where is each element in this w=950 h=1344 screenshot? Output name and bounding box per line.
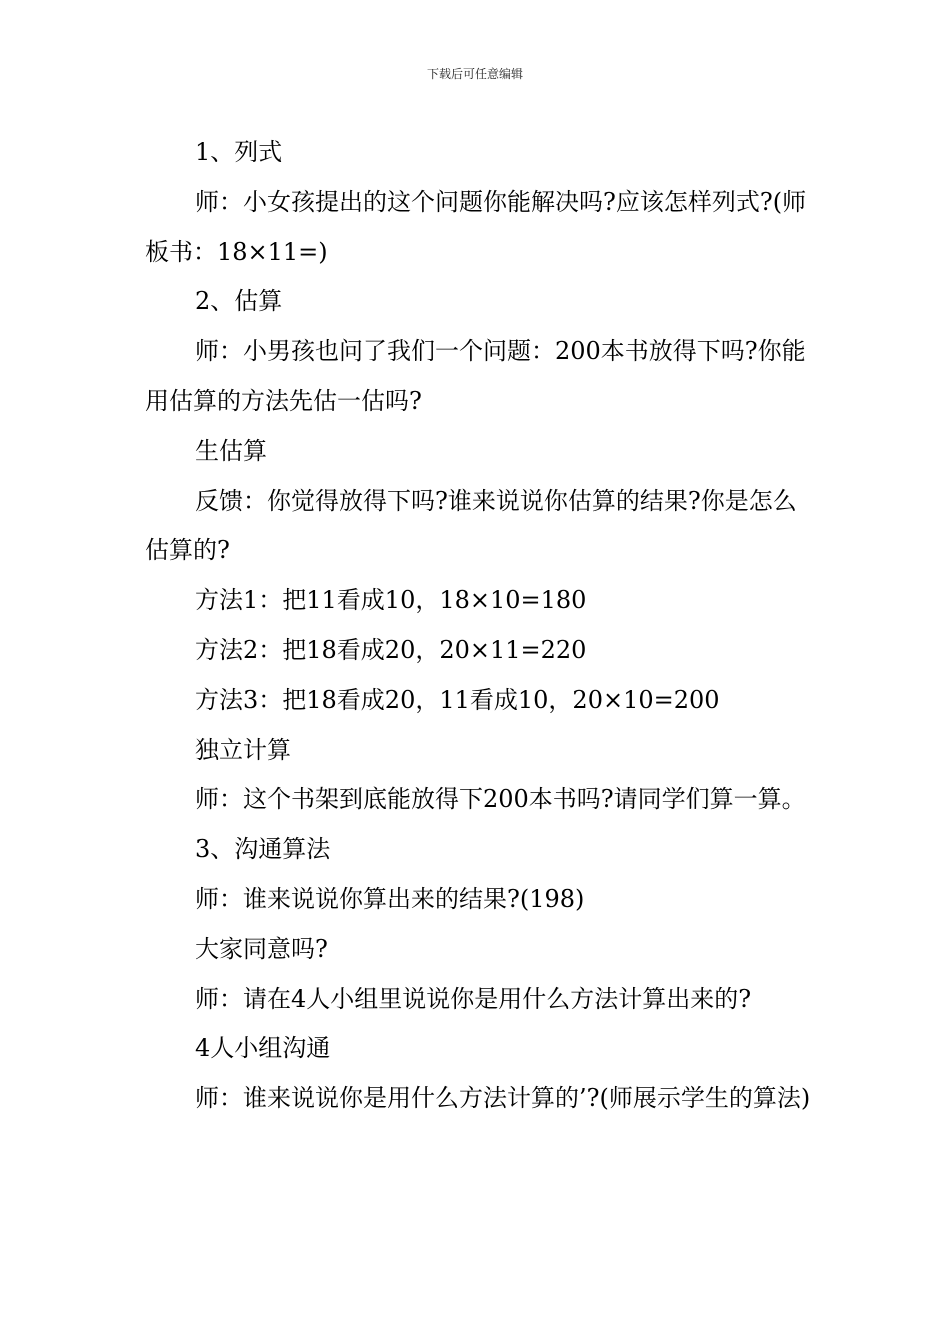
paragraph-group-communicate: 4人小组沟通	[195, 1034, 331, 1063]
paragraph-independent-calc: 独立计算	[195, 735, 291, 764]
paragraph-teacher-result-question: 师：谁来说说你算出来的结果?(198)	[195, 884, 585, 913]
paragraph-teacher-calc-question: 师：这个书架到底能放得下200本书吗?请同学们算一算。	[195, 785, 806, 814]
paragraph-agree-question: 大家同意吗?	[195, 934, 328, 963]
paragraph-method-2: 方法2：把18看成20，20×11=220	[195, 635, 587, 664]
section-heading-list-formula: 1、列式	[195, 138, 283, 166]
paragraph-feedback: 反馈：你觉得放得下吗?谁来说说你估算的结果?你是怎么估算的?	[145, 486, 797, 565]
paragraph-teacher-method-question: 师：谁来说说你是用什么方法计算的’?(师展示学生的算法)	[195, 1084, 811, 1113]
page-header: 下载后可任意编辑	[426, 67, 523, 81]
paragraph-method-3: 方法3：把18看成20，11看成10，20×10=200	[195, 685, 720, 714]
paragraph-teacher-formula-question: 师：小女孩提出的这个问题你能解决吗?应该怎样列式?(师板书：18×11=)	[145, 187, 807, 266]
paragraph-teacher-estimate-question: 师：小男孩也问了我们一个问题：200本书放得下吗?你能用估算的方法先估一估吗?	[145, 337, 806, 415]
paragraph-students-estimate: 生估算	[195, 436, 267, 465]
paragraph-method-1: 方法1：把11看成10，18×10=180	[195, 586, 587, 615]
document-body	[145, 128, 813, 1124]
paragraph-group-discussion: 师：请在4人小组里说说你是用什么方法计算出来的?	[195, 984, 752, 1013]
section-heading-communicate: 3、沟通算法	[195, 835, 331, 864]
section-heading-estimate: 2、估算	[195, 287, 283, 316]
